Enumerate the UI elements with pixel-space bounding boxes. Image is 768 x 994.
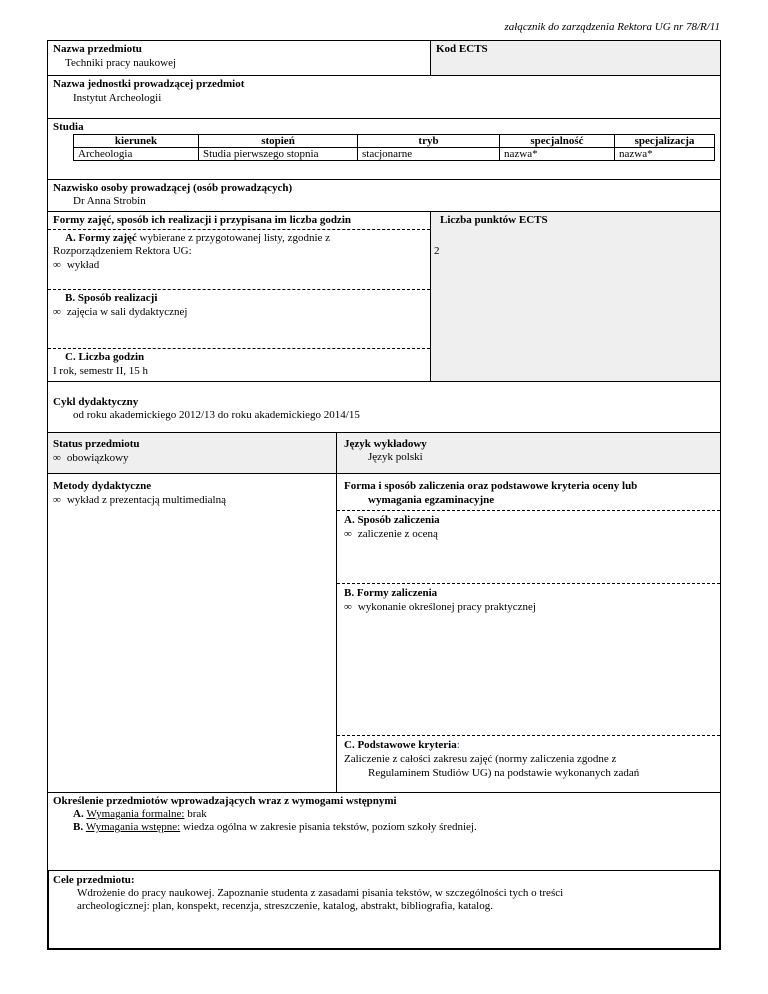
ects-points-value: 2 — [434, 245, 440, 257]
assessment-c-text1: Zaliczenie z całości zakresu zajęć (normy zaliczenia zgodne z — [344, 753, 617, 765]
goals-line2: archeologicznej: plan, konspekt, recenzja, streszczenie, katalog, abstrakt, bibliografia, katalog. — [77, 900, 493, 912]
cycle-cell — [47, 381, 721, 433]
assessment-c-colon: : — [456, 739, 460, 751]
assessment-title-line2: wymagania egzaminacyjne — [368, 494, 495, 506]
ects-points-label: Liczba punktów ECTS — [440, 214, 548, 226]
assessment-divider-a — [337, 510, 720, 511]
forms-title: Formy zajęć, sposób ich realizacji i przypisana im liczba godzin — [53, 214, 351, 226]
forms-divider-a — [48, 229, 430, 230]
ects-points-cell — [430, 211, 721, 382]
forms-c-value: I rok, semestr II, 15 h — [53, 365, 149, 377]
studies-header-kierunek: kierunek — [74, 135, 199, 148]
prereq-b-line — [73, 821, 477, 834]
prereq-a-value: brak — [184, 808, 207, 820]
methods-value: ∞ wykład z prezentacją multimedialną — [53, 494, 226, 507]
methods-cell — [47, 473, 337, 793]
assessment-divider-c — [337, 735, 720, 736]
goals-line1: Wdrożenie do pracy naukowej. Zapoznanie studenta z zasadami pisania tekstów, w szczególności tych o treści — [77, 887, 564, 899]
studies-value-kierunek: Archeologia — [74, 148, 199, 161]
prereq-b-link: Wymagania wstępne: — [85, 821, 181, 833]
course-name-value: Techniki pracy naukowej — [65, 57, 177, 69]
assessment-b-item: ∞ wykonanie określonej pracy praktycznej — [344, 601, 536, 614]
ects-code-label: Kod ECTS — [436, 43, 488, 55]
forms-a-line1 — [65, 232, 330, 245]
forms-b-item: ∞ zajęcia w sali dydaktycznej — [53, 306, 187, 319]
studies-header-specjalnosc: specjalność — [500, 135, 615, 148]
forms-divider-b — [48, 289, 430, 290]
studies-value-specjalizacja: nazwa* — [615, 148, 715, 161]
prereq-title: Określenie przedmiotów wprowadzających wraz z wymogami wstępnymi — [53, 795, 397, 807]
status-value: ∞ obowiązkowy — [53, 452, 129, 465]
assessment-title-line1: Forma i sposób zaliczenia oraz podstawowe kryteria oceny lub — [344, 480, 638, 492]
forms-a-title: A. Formy zajęć — [65, 232, 137, 244]
methods-label: Metody dydaktyczne — [53, 480, 152, 492]
studies-label: Studia — [53, 121, 84, 133]
language-value: Język polski — [368, 451, 423, 463]
studies-value-stopien: Studia pierwszego stopnia — [199, 148, 358, 161]
studies-header-stopien: stopień — [199, 135, 358, 148]
studies-header-specjalizacja: specjalizacja — [615, 135, 715, 148]
attachment-note: załącznik do zarządzenia Rektora UG nr 78/R/11 — [504, 21, 720, 33]
assessment-a-title: A. Sposób zaliczenia — [344, 514, 440, 526]
forms-a-text2: Rozporządzeniem Rektora UG: — [53, 245, 192, 257]
assessment-a-item: ∞ zaliczenie z oceną — [344, 528, 438, 541]
prereq-a-prefix: A. — [73, 808, 87, 820]
unit-value: Instytut Archeologii — [73, 92, 162, 104]
assessment-c-title-line — [344, 739, 460, 752]
lecturer-label: Nazwisko osoby prowadzącej (osób prowadzących) — [53, 182, 293, 194]
assessment-c-text2: Regulaminem Studiów UG) na podstawie wykonanych zadań — [368, 767, 640, 779]
studies-header-tryb: tryb — [358, 135, 500, 148]
prereq-b-prefix: B. — [73, 821, 86, 833]
studies-value-tryb: stacjonarne — [358, 148, 500, 161]
goals-title: Cele przedmiotu: — [53, 874, 135, 886]
assessment-b-title: B. Formy zaliczenia — [344, 587, 438, 599]
prereq-a-link: Wymagania formalne: — [86, 808, 185, 820]
assessment-divider-b — [337, 583, 720, 584]
language-label: Język wykładowy — [344, 438, 427, 450]
forms-c-title: C. Liczba godzin — [65, 351, 145, 363]
cycle-value: od roku akademickiego 2012/13 do roku akademickiego 2014/15 — [73, 409, 360, 421]
studies-table — [73, 134, 715, 161]
studies-value-specjalnosc: nazwa* — [500, 148, 615, 161]
forms-b-title: B. Sposób realizacji — [65, 292, 158, 304]
cycle-label: Cykl dydaktyczny — [53, 396, 139, 408]
status-label: Status przedmiotu — [53, 438, 140, 450]
course-name-label: Nazwa przedmiotu — [53, 43, 142, 55]
prereq-b-value: wiedza ogólna w zakresie pisania tekstów, poziom szkoły średniej. — [180, 821, 477, 833]
forms-divider-c — [48, 348, 430, 349]
prereq-a-line — [73, 808, 207, 821]
unit-label: Nazwa jednostki prowadzącej przedmiot — [53, 78, 245, 90]
lecturer-value: Dr Anna Strobin — [73, 195, 146, 207]
forms-a-item: ∞ wykład — [53, 259, 99, 272]
assessment-c-title: C. Podstawowe kryteria — [344, 739, 457, 751]
forms-a-text1: wybierane z przygotowanej listy, zgodnie z — [136, 232, 331, 244]
